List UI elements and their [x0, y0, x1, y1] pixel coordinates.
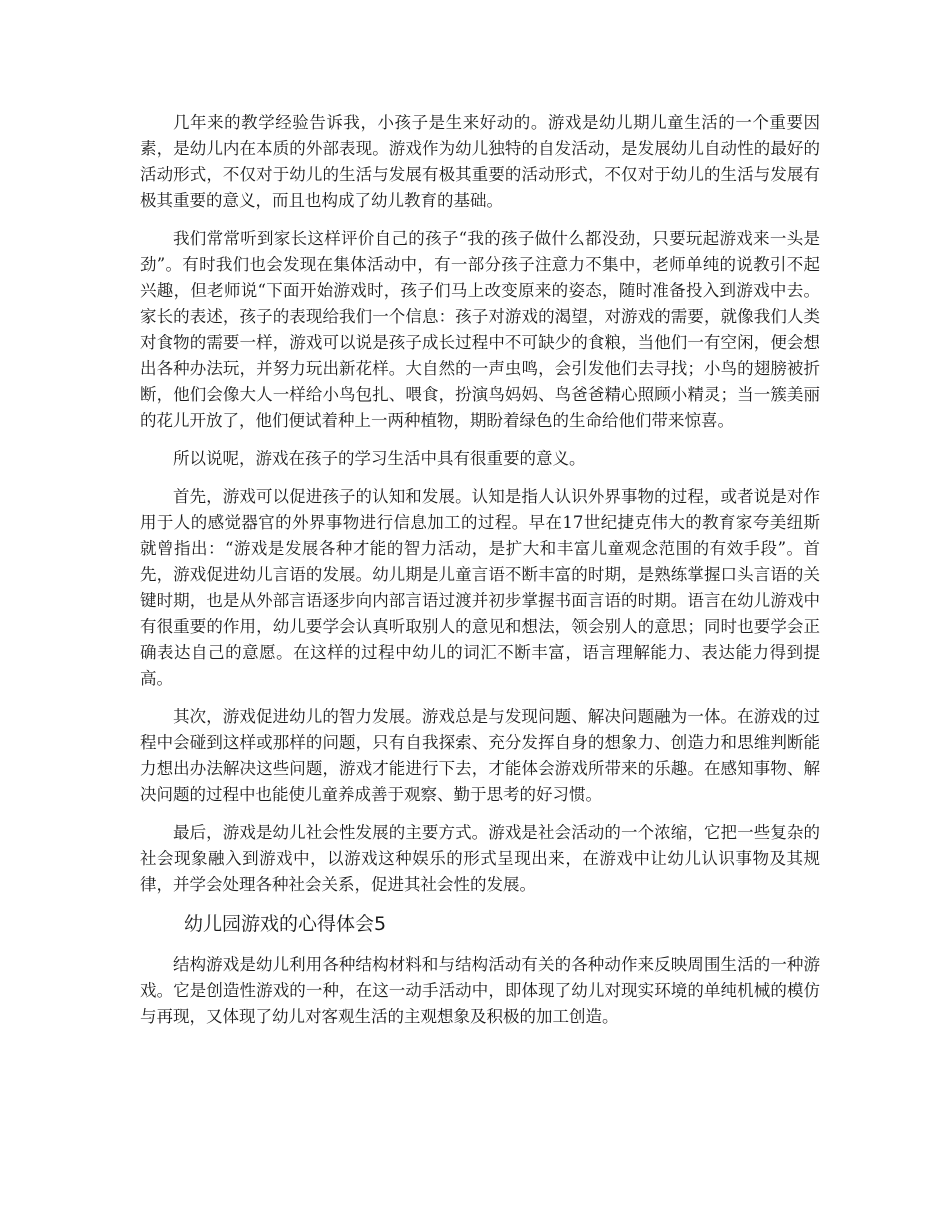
paragraph-1: 几年来的教学经验告诉我，小孩子是生来好动的。游戏是幼儿期儿童生活的一个重要因素，是幼儿内在本质的外部表现。游戏作为幼儿独特的自发活动，是发展幼儿自动性的最好的活动形式，不仅对于幼儿的生活与发展有极其重要的活动形式，不仅对于幼儿的生活与发展有极其重要的意义，而且也构成了幼儿教育的基础。 — [140, 113, 820, 210]
paragraph-5: 其次，游戏促进幼儿的智力发展。游戏总是与发现问题、解决问题融为一体。在游戏的过程中会碰到这样或那样的问题，只有自我探索、充分发挥自身的想象力、创造力和思维判断能力想出办法解决这些问题，游戏才能进行下去，才能体会游戏所带来的乐趣。在感知事物、解决问题的过程中也能使儿童养成善于观察、勤于思考的好习惯。 — [140, 707, 820, 804]
paragraph-3: 所以说呢，游戏在孩子的学习生活中具有很重要的意义。 — [173, 449, 586, 468]
paragraph-4: 首先，游戏可以促进孩子的认知和发展。认知是指人认识外界事物的过程，或者说是对作用于人的感觉器官的外界事物进行信息加工的过程。早在17世纪捷克伟大的教育家夸美纽斯就曾指出：“游戏是发展各种才能的智力活动，是扩大和丰富儿童观念范围的有效手段”。首先，游戏促进幼儿言语的发展。幼儿期是儿童言语不断丰富的时期，是熟练掌握口头言语的关键时期，也是从外部言语逐步向内部言语过渡并初步掌握书面言语的时期。语言在幼儿游戏中有很重要的作用，幼儿要学会认真听取别人的意见和想法，领会别人的意思；同时也要学会正确表达自己的意愿。在这样的过程中幼儿的词汇不断丰富，语言理解能力、表达能力得到提高。 — [140, 487, 820, 688]
section-heading: 幼儿园游戏的心得体会5 — [184, 913, 387, 935]
paragraph-6: 最后，游戏是幼儿社会性发展的主要方式。游戏是社会活动的一个浓缩，它把一些复杂的社会现象融入到游戏中，以游戏这种娱乐的形式呈现出来，在游戏中让幼儿认识事物及其规律，并学会处理各种社会关系，促进其社会性的发展。 — [140, 823, 820, 894]
document-page — [140, 110, 820, 1042]
paragraph-2: 我们常常听到家长这样评价自己的孩子“我的孩子做什么都没劲，只要玩起游戏来一头是劲”。有时我们也会发现在集体活动中，有一部分孩子注意力不集中，老师单纯的说教引不起兴趣，但老师说“下面开始游戏时，孩子们马上改变原来的姿态，随时准备投入到游戏中去。家长的表述，孩子的表现给我们一个信息：孩子对游戏的渴望，对游戏的需要，就像我们人类对食物的需要一样，游戏可以说是孩子成长过程中不可缺少的食粮，当他们一有空闲，便会想出各种办法玩，并努力玩出新花样。大自然的一声虫鸣，会引发他们去寻找；小鸟的翅膀被折断，他们会像大人一样给小鸟包扎、喂食，扮演鸟妈妈、鸟爸爸精心照顾小精灵；当一簇美丽的花儿开放了，他们便试着种上一两种植物，期盼着绿色的生命给他们带来惊喜。 — [140, 229, 820, 430]
paragraph-7: 结构游戏是幼儿利用各种结构材料和与结构活动有关的各种动作来反映周围生活的一种游戏。它是创造性游戏的一种，在这一动手活动中，即体现了幼儿对现实环境的单纯机械的模仿与再现，又体现了幼儿对客观生活的主观想象及积极的加工创造。 — [140, 955, 820, 1026]
